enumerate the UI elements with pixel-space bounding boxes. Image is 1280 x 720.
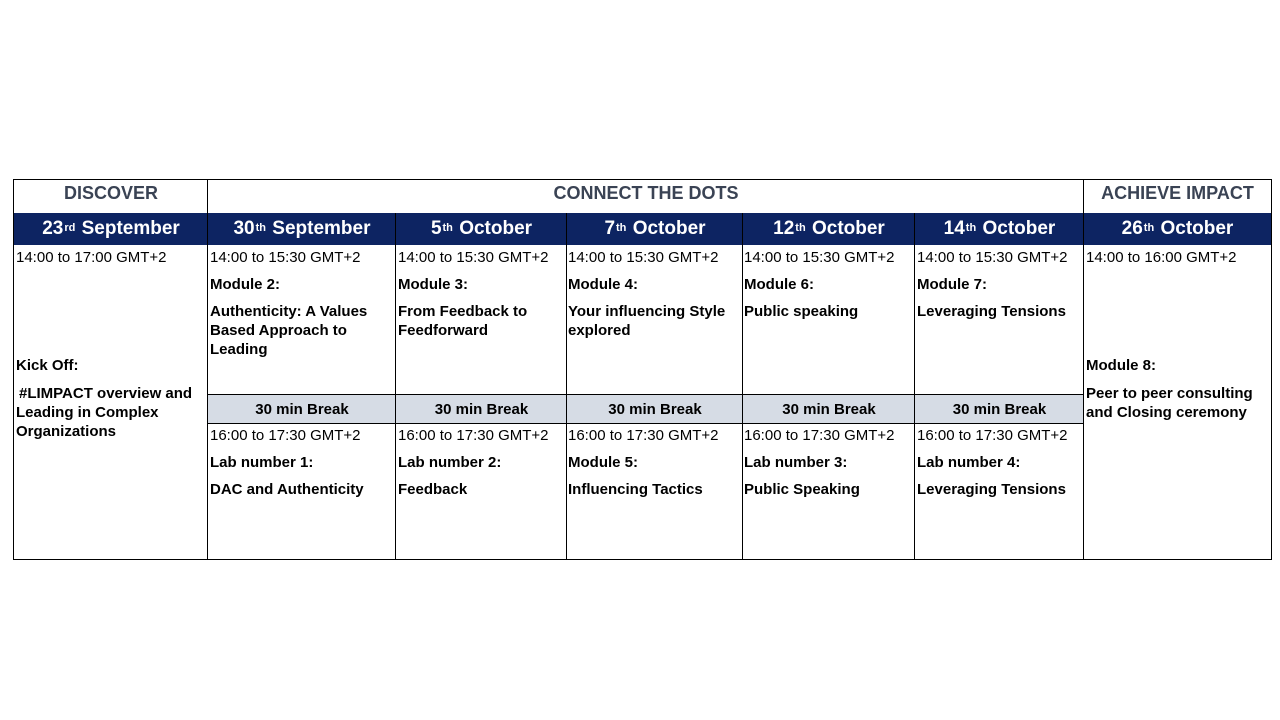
date-month: September [81, 218, 180, 239]
kickoff-label: Kick Off: [16, 357, 79, 374]
date-header [1084, 213, 1271, 245]
date-month: October [632, 218, 706, 239]
lab-label: Lab number 3: [744, 454, 848, 471]
module-label: Module 8: [1086, 357, 1156, 374]
session-time: 14:00 to 17:00 GMT+2 [16, 249, 167, 266]
module-label: Module 7: [917, 276, 987, 293]
date-suffix: rd [64, 222, 76, 234]
date-header [208, 213, 396, 245]
date-day: 5 [430, 218, 442, 239]
module-title: Influencing Tactics [568, 481, 703, 498]
date-suffix: th [442, 222, 453, 234]
module-label: Module 3: [398, 276, 468, 293]
date-suffix: th [616, 222, 627, 234]
column-divider [207, 179, 208, 560]
date-day: 12 [773, 218, 795, 239]
date-day: 23 [42, 218, 64, 239]
module-title: Authenticity: A Values Based Approach to Leading [210, 303, 368, 358]
module-label: Module 5: [568, 454, 638, 471]
date-header [396, 213, 567, 245]
break-label: 30 min Break [782, 400, 876, 418]
table-border [1271, 179, 1272, 560]
date-suffix: th [795, 222, 806, 234]
lab-title: Leveraging Tensions [917, 481, 1066, 498]
lab-label: Lab number 4: [917, 454, 1021, 471]
phase-discover: DISCOVER [63, 183, 159, 203]
date-month: September [272, 218, 371, 239]
date-header [567, 213, 743, 245]
break-label: 30 min Break [952, 400, 1047, 418]
date-suffix: th [1143, 222, 1155, 234]
module-label: Module 6: [744, 276, 814, 293]
date-month: October [811, 218, 885, 239]
lab-label: Lab number 1: [210, 454, 314, 471]
module-title: Your influencing Style explored [568, 303, 726, 339]
lab-title: Feedback [398, 481, 468, 498]
module-label: Module 2: [210, 276, 280, 293]
lab-title: Public Speaking [744, 481, 860, 498]
date-day: 26 [1121, 218, 1143, 239]
session-time: 16:00 to 17:30 GMT+2 [398, 427, 549, 444]
column-divider [395, 213, 396, 560]
break-label: 30 min Break [434, 400, 529, 418]
date-suffix: th [255, 222, 267, 234]
date-header [915, 213, 1084, 245]
date-day: 7 [604, 218, 616, 239]
lab-title: DAC and Authenticity [210, 481, 364, 498]
module-title: Peer to peer consulting and Closing ceremony [1086, 385, 1253, 421]
break-label: 30 min Break [255, 400, 349, 418]
row-divider [207, 423, 1084, 424]
date-day: 14 [943, 218, 965, 239]
column-divider [914, 213, 915, 560]
column-divider [1083, 179, 1084, 560]
session-time: 16:00 to 17:30 GMT+2 [568, 427, 719, 444]
column-divider [742, 213, 743, 560]
module-title: Public speaking [744, 303, 859, 320]
row-divider [207, 394, 1084, 395]
module-title: From Feedback to Feedforward [398, 303, 528, 339]
date-header [14, 213, 208, 245]
session-time: 14:00 to 15:30 GMT+2 [744, 249, 895, 266]
table-border [13, 179, 14, 560]
session-time: 14:00 to 15:30 GMT+2 [917, 249, 1068, 266]
date-month: October [982, 218, 1056, 239]
session-time: 14:00 to 15:30 GMT+2 [210, 249, 361, 266]
date-suffix: th [965, 222, 977, 234]
break-label: 30 min Break [608, 400, 702, 418]
kickoff-title: #LIMPACT overview and Leading in Complex Organizations [16, 385, 193, 440]
date-header [743, 213, 915, 245]
date-month: October [459, 218, 533, 239]
date-month: October [1160, 218, 1234, 239]
session-time: 14:00 to 16:00 GMT+2 [1086, 249, 1237, 266]
phase-achieve-impact: ACHIEVE IMPACT [1101, 183, 1254, 203]
session-time: 16:00 to 17:30 GMT+2 [744, 427, 895, 444]
session-time: 14:00 to 15:30 GMT+2 [568, 249, 719, 266]
session-time: 14:00 to 15:30 GMT+2 [398, 249, 549, 266]
module-title: Leveraging Tensions [917, 303, 1066, 320]
date-day: 30 [233, 218, 255, 239]
module-label: Module 4: [568, 276, 638, 293]
column-divider [566, 213, 567, 560]
session-time: 16:00 to 17:30 GMT+2 [917, 427, 1068, 444]
lab-label: Lab number 2: [398, 454, 502, 471]
session-time: 16:00 to 17:30 GMT+2 [210, 427, 361, 444]
phase-connect-the-dots: CONNECT THE DOTS [553, 183, 739, 203]
